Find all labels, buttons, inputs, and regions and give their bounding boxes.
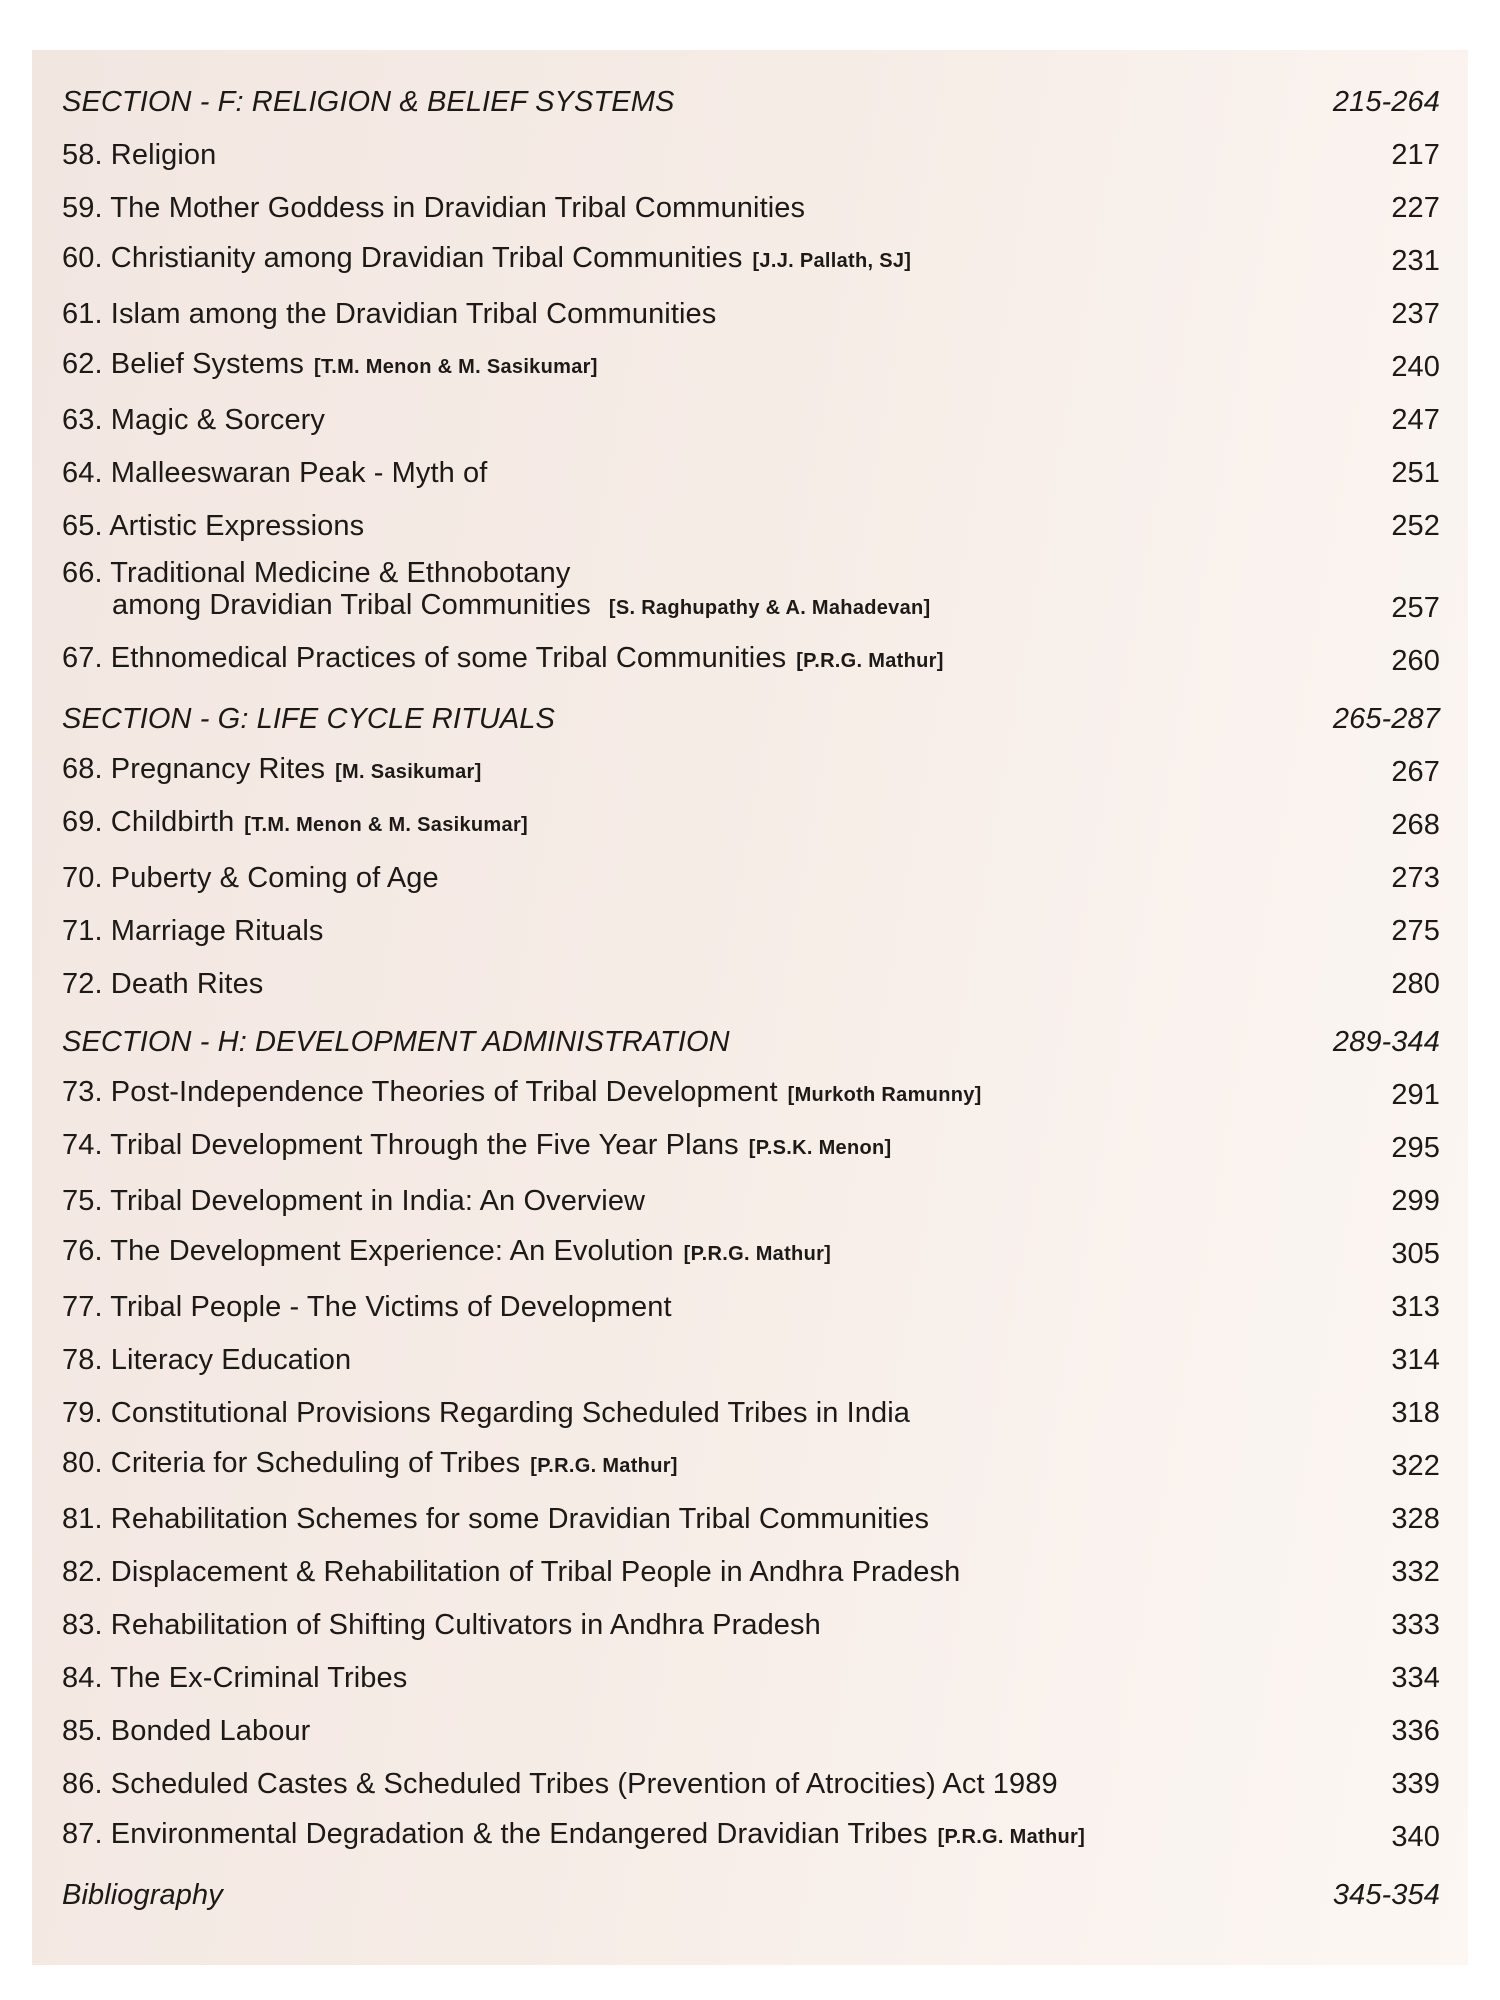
entry-title: Marriage Rituals xyxy=(110,915,324,947)
entry-title: Constitutional Provisions Regarding Scheduled Tribes in India xyxy=(110,1397,911,1429)
entry-title: Puberty & Coming of Age xyxy=(110,862,439,894)
entry-author: [P.R.G. Mathur] xyxy=(937,1826,1086,1848)
entry-page: 275 xyxy=(1391,915,1440,947)
toc-entry xyxy=(62,624,1442,677)
section-title: SECTION - F: RELIGION & BELIEF SYSTEMS xyxy=(62,86,675,118)
toc-entry xyxy=(62,894,1442,947)
entry-number: 82. xyxy=(62,1556,103,1588)
entry-number: 60. xyxy=(62,242,103,274)
entry-title: The Development Experience: An Evolution xyxy=(110,1235,674,1267)
entry-number: 78. xyxy=(62,1344,103,1376)
entry-title: Religion xyxy=(110,139,217,171)
toc-entry xyxy=(62,436,1442,489)
entry-title: Pregnancy Rites xyxy=(110,753,326,785)
entry-number: 58. xyxy=(62,139,103,171)
entry-number: 74. xyxy=(62,1129,103,1161)
toc-entry xyxy=(62,735,1442,788)
entry-page: 313 xyxy=(1391,1291,1440,1323)
toc-entry xyxy=(62,1747,1442,1800)
toc-entry xyxy=(62,1588,1442,1641)
entry-number: 73. xyxy=(62,1076,103,1108)
table-of-contents xyxy=(62,60,1442,1911)
entry-author: [P.R.G. Mathur] xyxy=(796,650,944,672)
toc-entry xyxy=(62,1535,1442,1588)
section-pages: 265-287 xyxy=(1332,703,1440,735)
entry-page: 291 xyxy=(1391,1079,1440,1111)
entry-number: 68. xyxy=(62,753,103,785)
toc-entry xyxy=(62,1270,1442,1323)
section-title: SECTION - H: DEVELOPMENT ADMINISTRATION xyxy=(62,1026,730,1058)
entry-title: Magic & Sorcery xyxy=(110,404,326,436)
toc-entry xyxy=(62,383,1442,436)
toc-entry xyxy=(62,171,1442,224)
toc-entry xyxy=(62,1323,1442,1376)
entry-page: 227 xyxy=(1391,192,1440,224)
entry-page: 251 xyxy=(1391,457,1440,489)
bibliography-entry xyxy=(62,1853,1442,1911)
toc-entry xyxy=(62,277,1442,330)
entry-number: 71. xyxy=(62,915,103,947)
toc-entry xyxy=(62,1694,1442,1747)
toc-entry xyxy=(62,947,1442,1000)
entry-page: 237 xyxy=(1391,298,1440,330)
entry-title: Childbirth xyxy=(110,806,235,838)
toc-entry xyxy=(62,1164,1442,1217)
entry-number: 87. xyxy=(62,1818,103,1850)
entry-page: 267 xyxy=(1391,756,1440,788)
entry-number: 65. xyxy=(62,510,103,542)
toc-entry xyxy=(62,330,1442,383)
entry-title: Bonded Labour xyxy=(110,1715,311,1747)
entry-page: 247 xyxy=(1391,404,1440,436)
entry-number: 83. xyxy=(62,1609,103,1641)
entry-page: 339 xyxy=(1391,1768,1440,1800)
entry-title: Scheduled Castes & Scheduled Tribes (Prevention of Atrocities) Act 1989 xyxy=(110,1768,1058,1800)
entry-page: 280 xyxy=(1391,968,1440,1000)
entry-number: 62. xyxy=(62,348,103,380)
entry-author: [Murkoth Ramunny] xyxy=(787,1084,982,1106)
entry-number: 75. xyxy=(62,1185,103,1217)
toc-entry xyxy=(62,1217,1442,1270)
entry-title: The Ex-Criminal Tribes xyxy=(110,1662,408,1694)
entry-title: Christianity among Dravidian Tribal Communities xyxy=(110,242,743,274)
entry-author: [S. Raghupathy & A. Mahadevan] xyxy=(608,597,931,619)
entry-page: 340 xyxy=(1391,1821,1440,1853)
entry-title: Tribal Development Through the Five Year Plans xyxy=(110,1129,739,1161)
entry-page: 231 xyxy=(1391,245,1440,277)
entry-author: [M. Sasikumar] xyxy=(335,761,482,783)
toc-entry xyxy=(62,1429,1442,1482)
entry-number: 77. xyxy=(62,1291,103,1323)
entry-page: 273 xyxy=(1391,862,1440,894)
entry-title: Criteria for Scheduling of Tribes xyxy=(110,1447,521,1479)
entry-number: 76. xyxy=(62,1235,103,1267)
entry-title: Malleeswaran Peak - Myth of xyxy=(110,457,488,489)
toc-entry xyxy=(62,1376,1442,1429)
entry-number: 72. xyxy=(62,968,103,1000)
toc-entry xyxy=(62,489,1442,542)
entry-page: 257 xyxy=(1391,592,1440,624)
entry-page: 318 xyxy=(1391,1397,1440,1429)
entry-page: 252 xyxy=(1391,510,1440,542)
entry-page: 217 xyxy=(1391,139,1440,171)
entry-title: Traditional Medicine & Ethnobotany xyxy=(110,557,571,589)
entry-page: 332 xyxy=(1391,1556,1440,1588)
entry-page: 260 xyxy=(1391,645,1440,677)
entry-title: Environmental Degradation & the Endangered Dravidian Tribes xyxy=(110,1818,928,1850)
entry-number: 64. xyxy=(62,457,103,489)
entry-page: 322 xyxy=(1391,1450,1440,1482)
entry-title: Belief Systems xyxy=(110,348,304,380)
toc-entry xyxy=(62,1641,1442,1694)
entry-number: 81. xyxy=(62,1503,103,1535)
entry-title: Rehabilitation of Shifting Cultivators in Andhra Pradesh xyxy=(110,1609,821,1641)
entry-number: 61. xyxy=(62,298,103,330)
entry-title: Displacement & Rehabilitation of Tribal People in Andhra Pradesh xyxy=(110,1556,961,1588)
entry-author: [P.R.G. Mathur] xyxy=(683,1243,832,1265)
bibliography-label: Bibliography xyxy=(62,1879,223,1911)
entry-title: The Mother Goddess in Dravidian Tribal Communities xyxy=(110,192,806,224)
entry-title: Tribal Development in India: An Overview xyxy=(110,1185,646,1217)
entry-page: 240 xyxy=(1391,351,1440,383)
bibliography-pages: 345-354 xyxy=(1332,1879,1440,1911)
entry-title: Artistic Expressions xyxy=(109,510,365,542)
section-heading xyxy=(62,1000,1442,1058)
section-pages: 289-344 xyxy=(1332,1026,1440,1058)
page xyxy=(32,50,1468,1965)
entry-page: 299 xyxy=(1391,1185,1440,1217)
entry-number: 69. xyxy=(62,806,103,838)
entry-author: [P.R.G. Mathur] xyxy=(530,1455,678,1477)
entry-title: Post-Independence Theories of Tribal Development xyxy=(110,1076,778,1108)
toc-entry xyxy=(62,1482,1442,1535)
entry-number: 85. xyxy=(62,1715,103,1747)
entry-page: 268 xyxy=(1391,809,1440,841)
entry-author: [T.M. Menon & M. Sasikumar] xyxy=(244,814,528,836)
toc-entry xyxy=(62,542,1442,624)
entry-number: 63. xyxy=(62,404,103,436)
toc-entry xyxy=(62,1111,1442,1164)
entry-page: 333 xyxy=(1391,1609,1440,1641)
entry-page: 314 xyxy=(1391,1344,1440,1376)
entry-number: 59. xyxy=(62,192,103,224)
entry-author: [T.M. Menon & M. Sasikumar] xyxy=(313,356,598,378)
entry-title: Ethnomedical Practices of some Tribal Communities xyxy=(110,642,787,674)
entry-title-continued: among Dravidian Tribal Communities xyxy=(112,589,591,621)
entry-title: Literacy Education xyxy=(110,1344,352,1376)
section-heading xyxy=(62,677,1442,735)
entry-author: [P.S.K. Menon] xyxy=(748,1137,892,1159)
entry-number: 66. xyxy=(62,557,103,589)
toc-entry xyxy=(62,224,1442,277)
section-title: SECTION - G: LIFE CYCLE RITUALS xyxy=(62,703,555,735)
section-heading xyxy=(62,60,1442,118)
entry-title: Islam among the Dravidian Tribal Communities xyxy=(110,298,717,330)
entry-number: 80. xyxy=(62,1447,103,1479)
entry-title: Tribal People - The Victims of Development xyxy=(110,1291,672,1323)
entry-author: [J.J. Pallath, SJ] xyxy=(752,250,912,272)
toc-entry xyxy=(62,841,1442,894)
entry-number: 67. xyxy=(62,642,103,674)
entry-number: 84. xyxy=(62,1662,103,1694)
toc-entry xyxy=(62,118,1442,171)
entry-page: 295 xyxy=(1391,1132,1440,1164)
entry-number: 86. xyxy=(62,1768,103,1800)
toc-entry xyxy=(62,1800,1442,1853)
entry-page: 334 xyxy=(1391,1662,1440,1694)
entry-page: 336 xyxy=(1391,1715,1440,1747)
entry-title: Rehabilitation Schemes for some Dravidian Tribal Communities xyxy=(110,1503,930,1535)
toc-entry xyxy=(62,1058,1442,1111)
section-pages: 215-264 xyxy=(1332,86,1440,118)
entry-title: Death Rites xyxy=(110,968,264,1000)
entry-page: 328 xyxy=(1391,1503,1440,1535)
toc-entry xyxy=(62,788,1442,841)
entry-number: 70. xyxy=(62,862,103,894)
entry-page: 305 xyxy=(1391,1238,1440,1270)
entry-number: 79. xyxy=(62,1397,103,1429)
